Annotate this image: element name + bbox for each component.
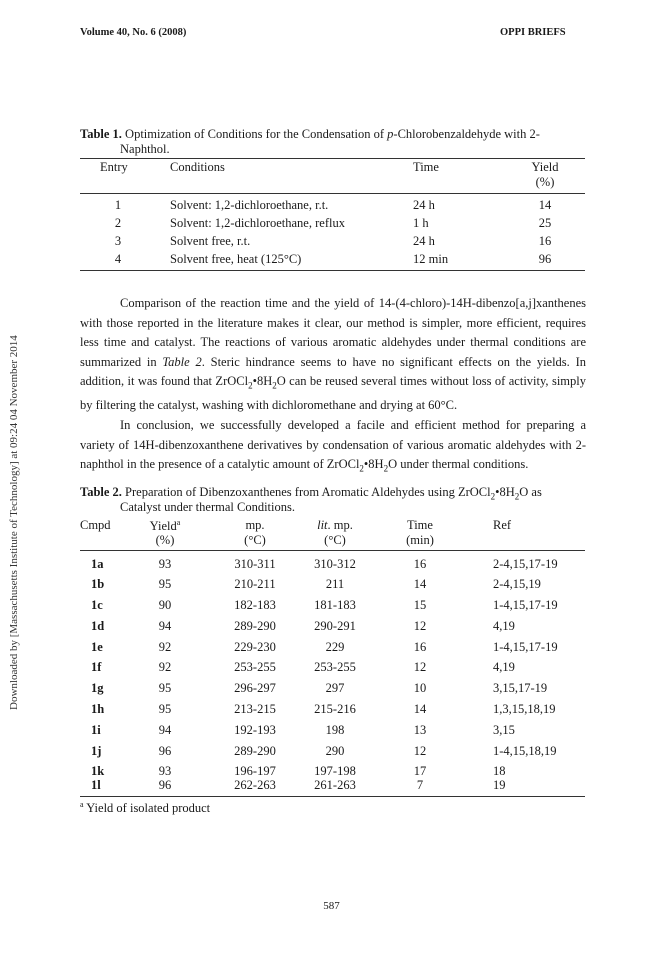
table2-header-lit-mp: lit. mp.	[317, 518, 353, 532]
table2-header-lit-mp-unit: (°C)	[324, 533, 346, 547]
table2-header-cmpd: Cmpd	[80, 518, 111, 532]
table1-caption: Table 1. Optimization of Conditions for the Condensation of p-Chlorobenzaldehyde with 2-	[80, 127, 540, 141]
download-watermark	[8, 240, 22, 710]
table2-header-time-unit: (min)	[406, 533, 434, 547]
table2-header-rule	[80, 550, 585, 551]
table2-header-ref: Ref	[493, 518, 512, 532]
table2-caption-line2: Catalyst under thermal Conditions.	[120, 500, 295, 514]
table2-header-mp: mp.	[245, 518, 265, 532]
table1-header-rule	[80, 193, 585, 194]
table1-header-yield-unit: (%)	[535, 175, 555, 189]
download-watermark-text: Downloaded by [Massachusetts Institute of Technology] at 09:24 04 November 2014	[8, 335, 20, 710]
table1-header-entry: Entry	[100, 160, 128, 174]
body-paragraph-2: In conclusion, we successfully developed a facile and efficient method for preparing a variety of 14H-dibenzoxanthene derivatives by condensation of various aromatic aldehydes with 2-naphthol in the presence of a catalytic amount of $ZrOCl_2•8H_2O$ under thermal conditions.	[80, 418, 586, 474]
table2-bottom-rule	[80, 796, 585, 797]
table1-header-time: Time	[413, 160, 439, 174]
table1-header-conditions: Conditions	[170, 160, 225, 174]
table1-bottom-rule	[80, 270, 585, 271]
table1-caption-line2: Naphthol.	[120, 142, 170, 156]
table2-header-time: Time	[407, 518, 433, 532]
table1-header-yield: Yield	[531, 160, 559, 174]
table2-label: Table 2.	[80, 485, 122, 499]
table1-top-rule	[80, 158, 585, 159]
table2-header-mp-unit: (°C)	[244, 533, 266, 547]
body-paragraph-1: Comparison of the reaction time and the yield of 14-(4-chloro)-14H-dibenzo[a,j]xanthenes with those reported in the literature makes it clear, our method is simpler, more efficient, requires less time and catalyst. The reactions of various aromatic aldehydes under thermal conditions are summarized in Table 2. Steric hindrance seems to have no significant effects on the yields. In addition, it was found that $ZrOCl_2•8H_2O$ can be reused several times without loss of activity, simply by filtering the catalyst, washing with dichloromethane and drying at 60°C.	[80, 296, 586, 412]
running-header-volume: Volume 40, No. 6 (2008)	[80, 27, 187, 38]
table2-header-yield-unit: (%)	[155, 533, 175, 547]
table2-caption: Table 2. Preparation of Dibenzoxanthenes from Aromatic Aldehydes using $ZrOCl_2•8H_2O$ as	[80, 485, 542, 502]
table2-header-yield: Yield$^a$	[149, 518, 181, 534]
running-header-section: OPPI BRIEFS	[500, 27, 566, 38]
table2-reference: Table 2	[162, 354, 202, 369]
table2-footnote: $^a$ Yield of isolated product	[80, 800, 211, 816]
page-number: 587	[323, 900, 340, 912]
table1-label: Table 1.	[80, 127, 122, 141]
